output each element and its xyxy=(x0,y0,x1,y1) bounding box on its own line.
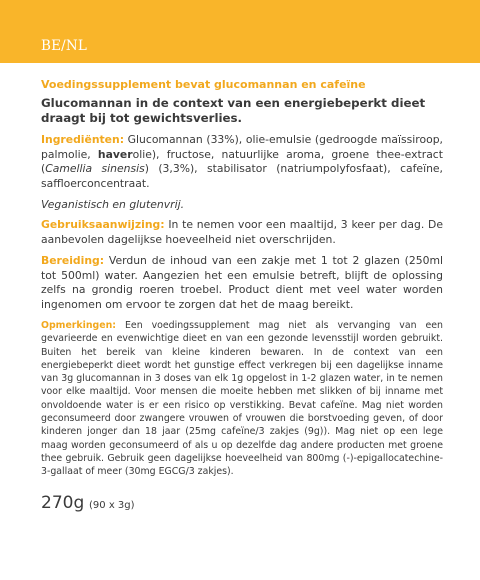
language-code: BE/NL xyxy=(41,38,88,54)
remarks-text: Een voedingssupplement mag niet als vervanging van een gevarieerde en evenwichtige dieet en van een gezonde levensstijl worden gebruikt. Buiten het bereik van kleine kinderen bewaren. In de context van een energiebeperkt dieet wordt het gunstige effect verkregen bij een dagelijkse inname van 3g glucomannan in 3 doses van elk 1g opgelost in 1-2 glazen water, in te nemen voor elke maaltijd. Voor mensen die moeite hebben met slikken of bij inname met onvoldoende water is er een risico op verstikking. Bevat cafeïne. Mag niet worden geconsumeerd door zwangere vrouwen of vrouwen die borstvoeding geven, of door kinderen jonger dan 18 jaar (25mg cafeïne/3 zakjes (9g)). Mag niet op een lege maag worden geconsumeerd of als u op dezelfde dag andere producten met groene thee gebruik. Gebruik geen dagelijkse hoeveelheid van 800mg (-)-epigallocatechine-3-gallaat of meer (30mg EGCG/3 zakjes). xyxy=(41,320,443,478)
weight-amount: 270g xyxy=(41,492,85,513)
preparation-paragraph xyxy=(41,254,443,312)
label-content xyxy=(41,78,443,513)
preparation-label: Bereiding: xyxy=(41,254,105,267)
usage-paragraph xyxy=(41,218,443,247)
remarks-label: Opmerkingen: xyxy=(41,320,117,331)
botanical-name: Camellia sinensis xyxy=(45,162,145,175)
ingredients-text-1: Glucomannan (33%), olie-emulsie (gedroogde maïssiroop, palmolie, xyxy=(41,133,443,161)
remarks-paragraph xyxy=(41,319,443,479)
vegan-statement: Veganistisch en glutenvrij. xyxy=(41,198,184,211)
usage-text: In te nemen voor een maaltijd, 3 keer per dag. De aanbevolen dagelijkse hoeveelheid niet overschrijden. xyxy=(41,218,443,246)
header-band xyxy=(0,0,480,63)
health-claim: Glucomannan in de context van een energiebeperkt dieet draagt bij tot gewichtsverlies. xyxy=(41,96,426,125)
ingredients-text-3: ) (3,3%), stabilisator (natriumpolyfosfaat), cafeïne, saffloerconcentraat. xyxy=(41,162,443,190)
ingredients-label: Ingrediënten: xyxy=(41,133,125,146)
weight-pack: (90 x 3g) xyxy=(89,499,135,511)
usage-label: Gebruiksaanwijzing: xyxy=(41,218,165,231)
product-subtitle: Voedingssupplement bevat glucomannan en cafeïne xyxy=(41,78,366,91)
allergen-text: haver xyxy=(97,147,133,161)
ingredients-text-2: olie), fructose, natuurlijke aroma, groene thee-extract ( xyxy=(41,147,443,175)
ingredients-paragraph xyxy=(41,133,443,191)
preparation-text: Verdun de inhoud van een zakje met 1 tot 2 glazen (250ml tot 500ml) water. Aangezien het een emulsie betreft, blijft de oplossing zelfs na grondig roeren troebel. Product dient met veel water worden ingenomen om ervoor te zorgen dat het de maag bereikt. xyxy=(41,254,443,311)
net-weight xyxy=(41,493,443,513)
